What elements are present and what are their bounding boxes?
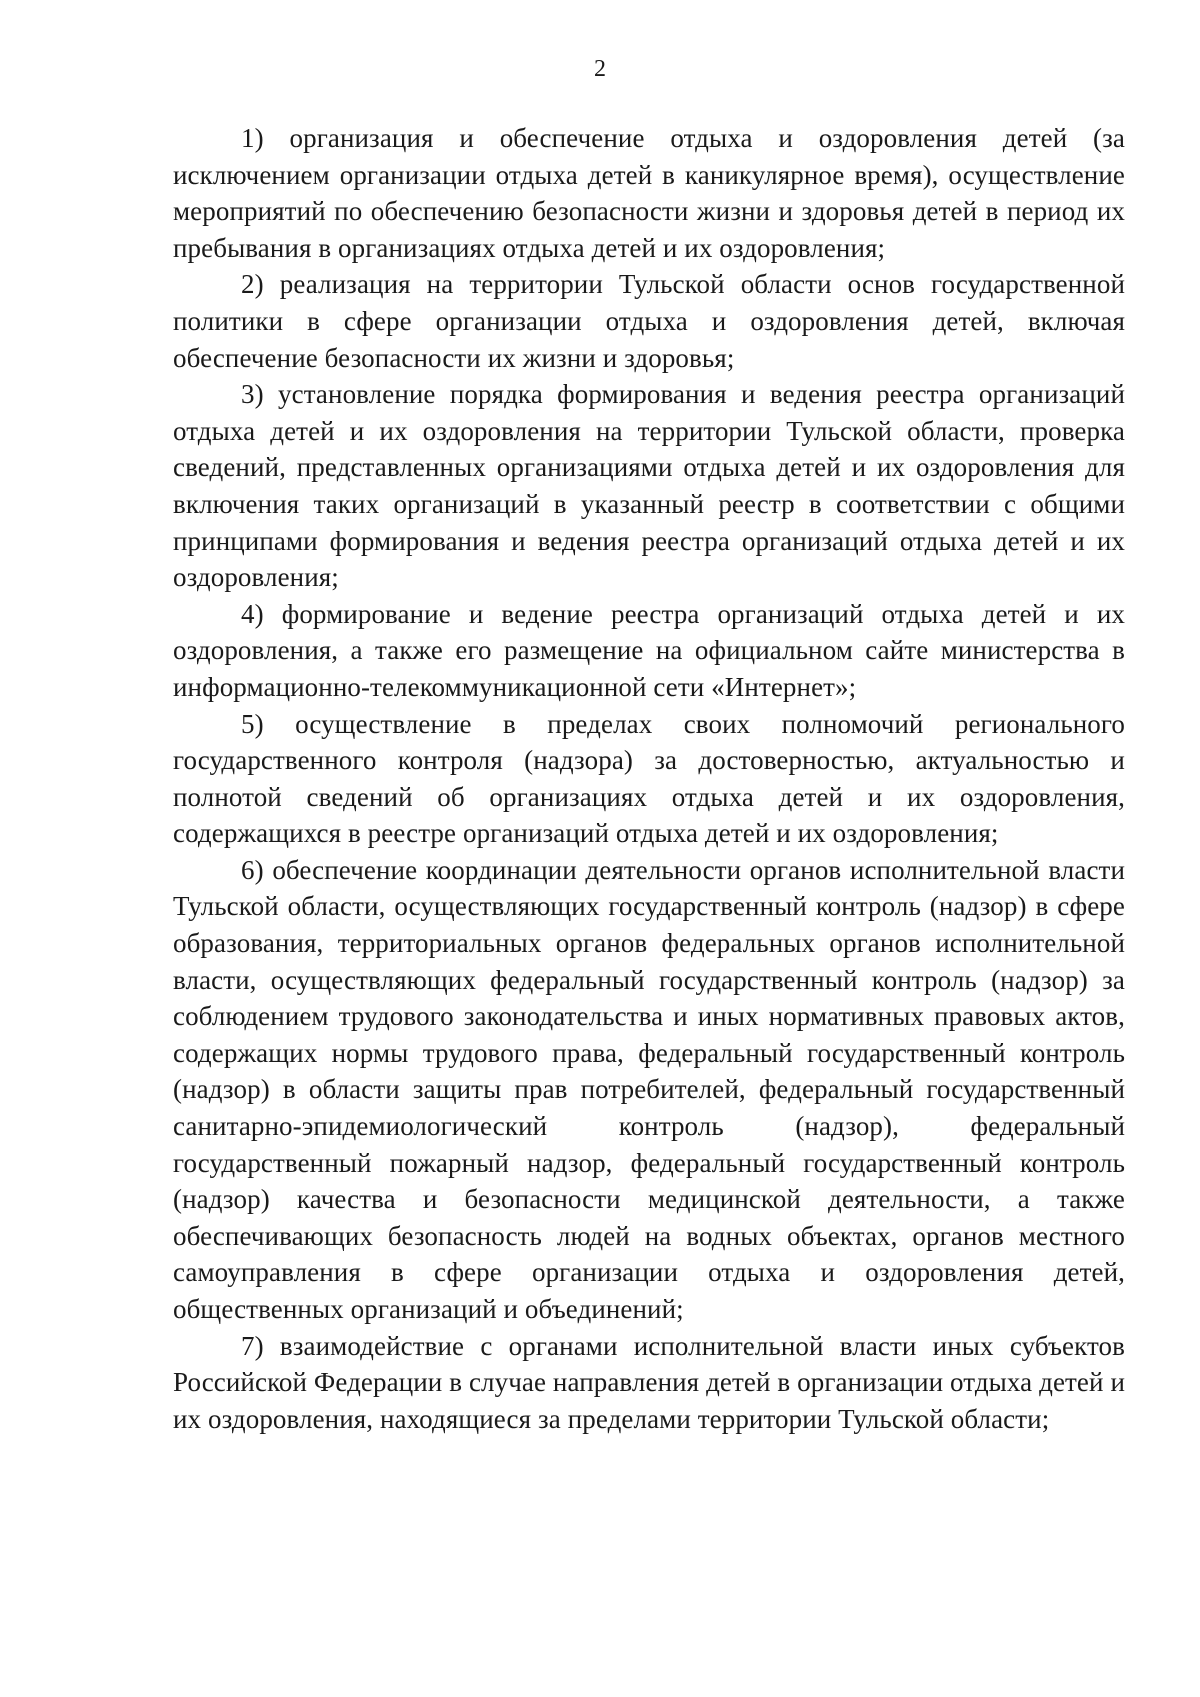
list-item-4: 4) формирование и ведение реестра организаций отдыха детей и их оздоровления, а также его размещение на официальном сайте министерства в информационно-телекоммуникационной сети «Интернет»; <box>173 598 1125 702</box>
list-item-2: 2) реализация на территории Тульской области основ государственной политики в сфере организации отдыха и оздоровления детей, включая обеспечение безопасности их жизни и здоровья; <box>173 269 1125 373</box>
list-item-7: 7) взаимодействие с органами исполнительной власти иных субъектов Российской Федерации в случае направления детей в организации отдыха детей и их оздоровления, находящиеся за пределами территории Тульской области; <box>173 1330 1125 1434</box>
list-item-1: 1) организация и обеспечение отдыха и оздоровления детей (за исключением организации отдыха детей в каникулярное время), осуществление мероприятий по обеспечению безопасности жизни и здоровья детей в период их пребывания в организациях отдыха детей и их оздоровления; <box>173 123 1125 263</box>
list-item-6: 6) обеспечение координации деятельности органов исполнительной власти Тульской области, осуществляющих государственный контроль (надзор) в сфере образования, территориальных органов федеральных органов исполнительной власти, осуществляющих федеральный государственный контроль (надзор) за соблюдением трудового законодательства и иных нормативных правовых актов, содержащих нормы трудового права, федеральный государственный контроль (надзор) в области защиты прав потребителей, федеральный государственный санитарно-эпидемиологический контроль (надзор), федеральный государственный пожарный надзор, федеральный государственный контроль (надзор) качества и безопасности медицинской деятельности, а также обеспечивающих безопасность людей на водных объектах, органов местного самоуправления в сфере организации отдыха и оздоровления детей, общественных организаций и объединений; <box>173 854 1125 1324</box>
document-body <box>173 120 1125 1437</box>
list-item-3: 3) установление порядка формирования и ведения реестра организаций отдыха детей и их оздоровления на территории Тульской области, проверка сведений, представленных организациями отдыха детей и их оздоровления для включения таких организаций в указанный реестр в соответствии с общими принципами формирования и ведения реестра организаций отдыха детей и их оздоровления; <box>173 379 1125 593</box>
page-number: 2 <box>594 56 606 82</box>
list-item-5: 5) осуществление в пределах своих полномочий регионального государственного контроля (надзора) за достоверностью, актуальностью и полнотой сведений об организациях отдыха детей и их оздоровления, содержащихся в реестре организаций отдыха детей и их оздоровления; <box>173 708 1125 849</box>
